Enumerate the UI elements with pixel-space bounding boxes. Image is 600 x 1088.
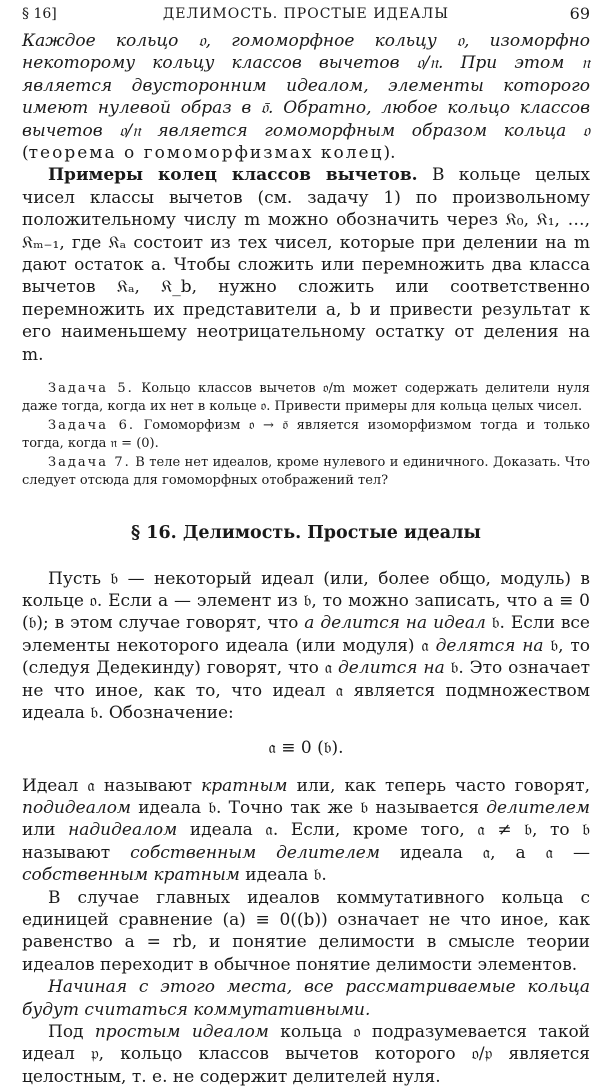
examples-heading: Примеры колец классов вычетов.: [48, 165, 418, 186]
text-run: или, как теперь часто говорят,: [287, 775, 590, 796]
text-run: или: [22, 820, 69, 841]
emphasis: кратным: [201, 775, 288, 796]
task-label: Задача 6.: [48, 418, 136, 434]
book-page: [22, 4, 590, 1088]
task-text: В теле нет идеалов, кроме нулевого и единичного. Доказать. Что следует отсюда для гомоморфных отображений тел?: [22, 455, 590, 489]
emphasis: собственным кратным: [22, 865, 240, 886]
emphasis: простым идеалом: [94, 1021, 269, 1042]
text-run: кольца 𝔬 подразумевается такой идеал 𝔭, кольцо классов вычетов которого 𝔬/𝔭 является целостным, т. е. не содержит делителей нуля.: [22, 1021, 591, 1087]
text-run: Пусть 𝔟 — некоторый идеал (или, более общо, модуль) в кольце 𝔬. Если a — элемент из 𝔟, то можно записать, что a ≡ 0 (𝔟); в этом случае говорят, что: [22, 568, 590, 634]
task-text: Гомоморфизм 𝔬 → 𝔬̄ является изоморфизмом тогда и только тогда, когда 𝔫 = (0).: [22, 418, 590, 451]
emphasis: a делится на идеал: [304, 613, 486, 634]
running-title: ДЕЛИМОСТЬ. ПРОСТЫЕ ИДЕАЛЫ: [162, 6, 450, 22]
intro-open: (: [22, 143, 29, 164]
emphasis: делится на: [338, 658, 445, 679]
text-run: идеала 𝔟. Точно так же 𝔟 называется: [131, 797, 487, 818]
task-label: Задача 5.: [48, 381, 134, 397]
intro-italic: Каждое кольцо 𝔬, гомоморфное кольцу 𝔬, изоморфно некоторому кольцу классов вычетов 𝔬/𝔫. При этом 𝔫 является двусторонним идеалом, элементы которого имеют нулевой образ в 𝔬̄. Обратно, любое кольцо классов вычетов 𝔬/𝔫 является гомоморфным образом кольца 𝔬: [22, 31, 590, 141]
emphasis: делятся на: [435, 635, 544, 656]
running-header: [22, 4, 590, 28]
task-6: [22, 417, 590, 452]
divisibility-formula: 𝔞 ≡ 0 (𝔟).: [268, 737, 344, 758]
intro-close: ).: [383, 143, 396, 164]
text-run: 𝔟. Если все элементы некоторого идеала (или модуля) 𝔞: [22, 613, 590, 656]
terminology-paragraph: [22, 775, 590, 887]
task-label: Задача 7.: [48, 455, 131, 471]
theorem-name: теорема о гомоморфизмах колец: [28, 143, 384, 164]
emphasis: надидеалом: [68, 820, 178, 841]
page-number: 69: [569, 4, 590, 23]
commutative-note: [22, 976, 590, 1021]
emphasis: Начиная с этого места, все рассматриваемые кольца будут считаться коммутативными.: [22, 977, 590, 1020]
emphasis: собственным делителем: [130, 842, 380, 863]
text-run: идеала 𝔟.: [239, 865, 327, 886]
text-run: Идеал 𝔞 называют: [22, 775, 202, 796]
text-run: 𝔟, то (следуя Дедекинду) говорят, что 𝔞: [22, 635, 590, 679]
divisibility-paragraph: [22, 568, 590, 725]
text-run: идеала 𝔞. Если, кроме того, 𝔞 ≠ 𝔟, то 𝔟 называют: [22, 820, 590, 863]
section-heading: § 16. Делимость. Простые идеалы: [131, 522, 481, 543]
task-7: [22, 454, 590, 489]
examples-text: В кольце целых чисел классы вычетов (см. задачу 1) по произвольному положительному числу m можно обозначить через 𝔎₀, 𝔎₁, …, 𝔎ₘ₋₁, где 𝔎ₐ состоит из тех чисел, которые при делении на m дают остаток a. Чтобы сложить или перемножить два класса вычетов 𝔎ₐ, 𝔎_b, нужно сложить или соответственно перемножить их представители a, b и привести результат к его наименьшему неотрицательному остатку от деления на m.: [22, 165, 590, 365]
emphasis: делителем: [486, 797, 590, 818]
text-run: 𝔟. Это означает не что иное, как то, что идеал 𝔞 является подмножеством идеала 𝔟. Обозначение:: [22, 658, 590, 724]
task-5: [22, 380, 590, 415]
text-run: идеала 𝔞, а 𝔞 —: [379, 842, 590, 863]
intro-paragraph: [22, 30, 590, 164]
section-marker: § 16]: [22, 6, 57, 22]
examples-paragraph: [22, 164, 590, 366]
task-text: Кольцо классов вычетов 𝔬/m может содержать делители нуля даже тогда, когда их нет в кольце 𝔬. Привести примеры для кольца целых чисел.: [22, 381, 590, 414]
prime-ideal-definition: [22, 1021, 590, 1088]
text-run: Под: [48, 1021, 95, 1042]
emphasis: подидеалом: [22, 797, 132, 818]
principal-ideals-paragraph: В случае главных идеалов коммутативного кольца с единицей сравнение (a) ≡ 0((b)) означает не что иное, как равенство a = rb, и понятие делимости в смысле теории идеалов переходит в обычное понятие делимости элементов.: [22, 887, 590, 975]
tasks-block: [22, 380, 590, 490]
